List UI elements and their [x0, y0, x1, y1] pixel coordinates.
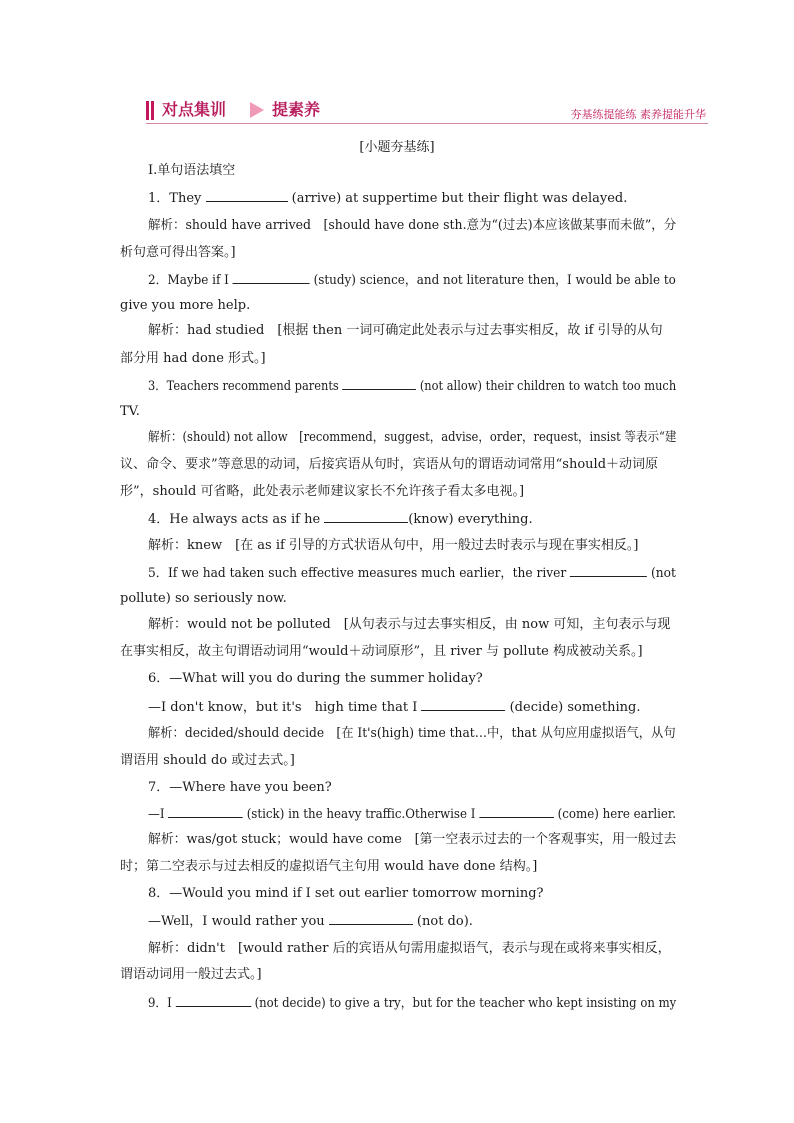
- answer-blank[interactable]: [324, 510, 408, 523]
- question-3-line-2: TV.: [120, 404, 140, 419]
- question-4: [148, 510, 533, 529]
- answer-blank[interactable]: [329, 912, 413, 925]
- answer-blank[interactable]: [233, 271, 310, 284]
- question-5-line-2: pollute) so seriously now.: [120, 591, 287, 606]
- question-text: 4．He always acts as if he: [148, 512, 325, 527]
- explanation-4: 解析：knew [在 as if 引导的方式状语从句中，用一般过去时表示与现在事实相反。]: [148, 538, 639, 553]
- question-text: 3．Teachers recommend parents: [148, 379, 343, 394]
- question-text: (not allow) their children to watch too much: [416, 379, 677, 394]
- question-6: 6．—What will you do during the summer holiday?: [148, 671, 483, 686]
- answer-blank[interactable]: [175, 994, 250, 1007]
- question-7-answer-line: [148, 805, 676, 824]
- answer-blank[interactable]: [421, 698, 505, 711]
- explanation-8-line-1: 解析：didn't [would rather 后的宾语从句需用虚拟语气，表示与现在或将来事实相反，: [148, 941, 671, 956]
- question-text: —I: [148, 807, 169, 822]
- question-text: 1．They: [148, 191, 206, 206]
- section-header: [146, 100, 708, 122]
- question-8-answer-line: [148, 912, 473, 931]
- question-text: —Well，I would rather you: [148, 914, 329, 929]
- header-tagline: 夯基练提能练 素养提能升华: [570, 108, 706, 121]
- header-bars-decoration: [146, 101, 156, 124]
- question-text: (study) science，and not literature then，I would be able to: [309, 273, 676, 288]
- question-7: 7．—Where have you been?: [148, 780, 332, 795]
- question-text: (not do).: [412, 914, 473, 929]
- answer-blank[interactable]: [342, 377, 416, 390]
- question-text: 2．Maybe if I: [148, 273, 233, 288]
- question-8: 8．—Would you mind if I set out earlier tomorrow morning?: [148, 886, 544, 901]
- question-3: [148, 377, 676, 396]
- answer-blank[interactable]: [570, 564, 647, 577]
- answer-blank[interactable]: [206, 189, 288, 202]
- question-text: (decide) something.: [505, 700, 641, 715]
- explanation-5-line-1: 解析：would not be polluted [从句表示与过去事实相反，由 now 可知，主句表示与现: [148, 617, 671, 632]
- header-arrow-icon: [250, 102, 264, 118]
- question-text: (not decide) to give a try，but for the teacher who kept insisting on my: [250, 996, 677, 1011]
- explanation-6-line-2: 谓语用 should do 或过去式。]: [120, 753, 295, 768]
- explanation-2-line-1: 解析：had studied [根据 then 一词可确定此处表示与过去事实相反，故 if 引导的从句: [148, 323, 663, 338]
- header-divider: [146, 123, 708, 124]
- explanation-1-line-1: 解析：should have arrived [should have done sth.意为“(过去)本应该做某事而未做”，分: [148, 218, 677, 233]
- explanation-7-line-2: 时；第二空表示与过去相反的虚拟语气主句用 would have done 结构。]: [120, 859, 538, 874]
- question-2: [148, 271, 676, 290]
- explanation-7-line-1: 解析：was/got stuck；would have come [第一空表示过去的一个客观事实，用一般过去: [148, 832, 677, 847]
- question-text: (not: [647, 566, 676, 581]
- answer-blank[interactable]: [168, 805, 243, 818]
- explanation-8-line-2: 谓语动词用一般过去式。]: [120, 967, 262, 982]
- section-title: [小题夯基练]: [359, 140, 435, 155]
- question-text: 5．If we had taken such effective measures much earlier，the river: [148, 566, 571, 581]
- question-6-answer-line: [148, 698, 640, 717]
- question-text: (arrive) at suppertime but their flight was delayed.: [287, 191, 628, 206]
- explanation-6-line-1: 解析：decided/should decide [在 It's(high) time that…中，that 从句应用虚拟语气，从句: [148, 726, 676, 741]
- question-9: [148, 994, 676, 1013]
- question-text: 9．I: [148, 996, 176, 1011]
- explanation-3-line-2: 议、命令、要求”等意思的动词，后接宾语从句时，宾语从句的谓语动词常用“should＋动词原: [120, 457, 659, 472]
- question-text: (know) everything.: [408, 512, 533, 527]
- question-text: —I don't know，but it's high time that I: [148, 700, 422, 715]
- question-5: [148, 564, 676, 583]
- question-text: (come) here earlier.: [553, 807, 677, 822]
- explanation-5-line-2: 在事实相反，故主句谓语动词用“would＋动词原形”，且 river 与 pollute 构成被动关系。]: [120, 644, 643, 659]
- header-title: 对点集训: [162, 100, 227, 119]
- question-text: (stick) in the heavy traffic.Otherwise I: [242, 807, 480, 822]
- question-2-line-2: give you more help.: [120, 298, 251, 313]
- explanation-3-line-3: 形”，should 可省略，此处表示老师建议家长不允许孩子看太多电视。]: [120, 484, 525, 499]
- explanation-3-line-1: 解析：(should) not allow [recommend，suggest，advise，order，request，insist 等表示“建: [148, 430, 677, 445]
- question-1: [148, 189, 627, 208]
- header-subtitle: 提素养: [272, 100, 321, 119]
- explanation-2-line-2: 部分用 had done 形式。]: [120, 351, 266, 366]
- part-title: Ⅰ.单句语法填空: [148, 163, 236, 178]
- explanation-1-line-2: 析句意可得出答案。]: [120, 245, 236, 260]
- answer-blank[interactable]: [479, 805, 554, 818]
